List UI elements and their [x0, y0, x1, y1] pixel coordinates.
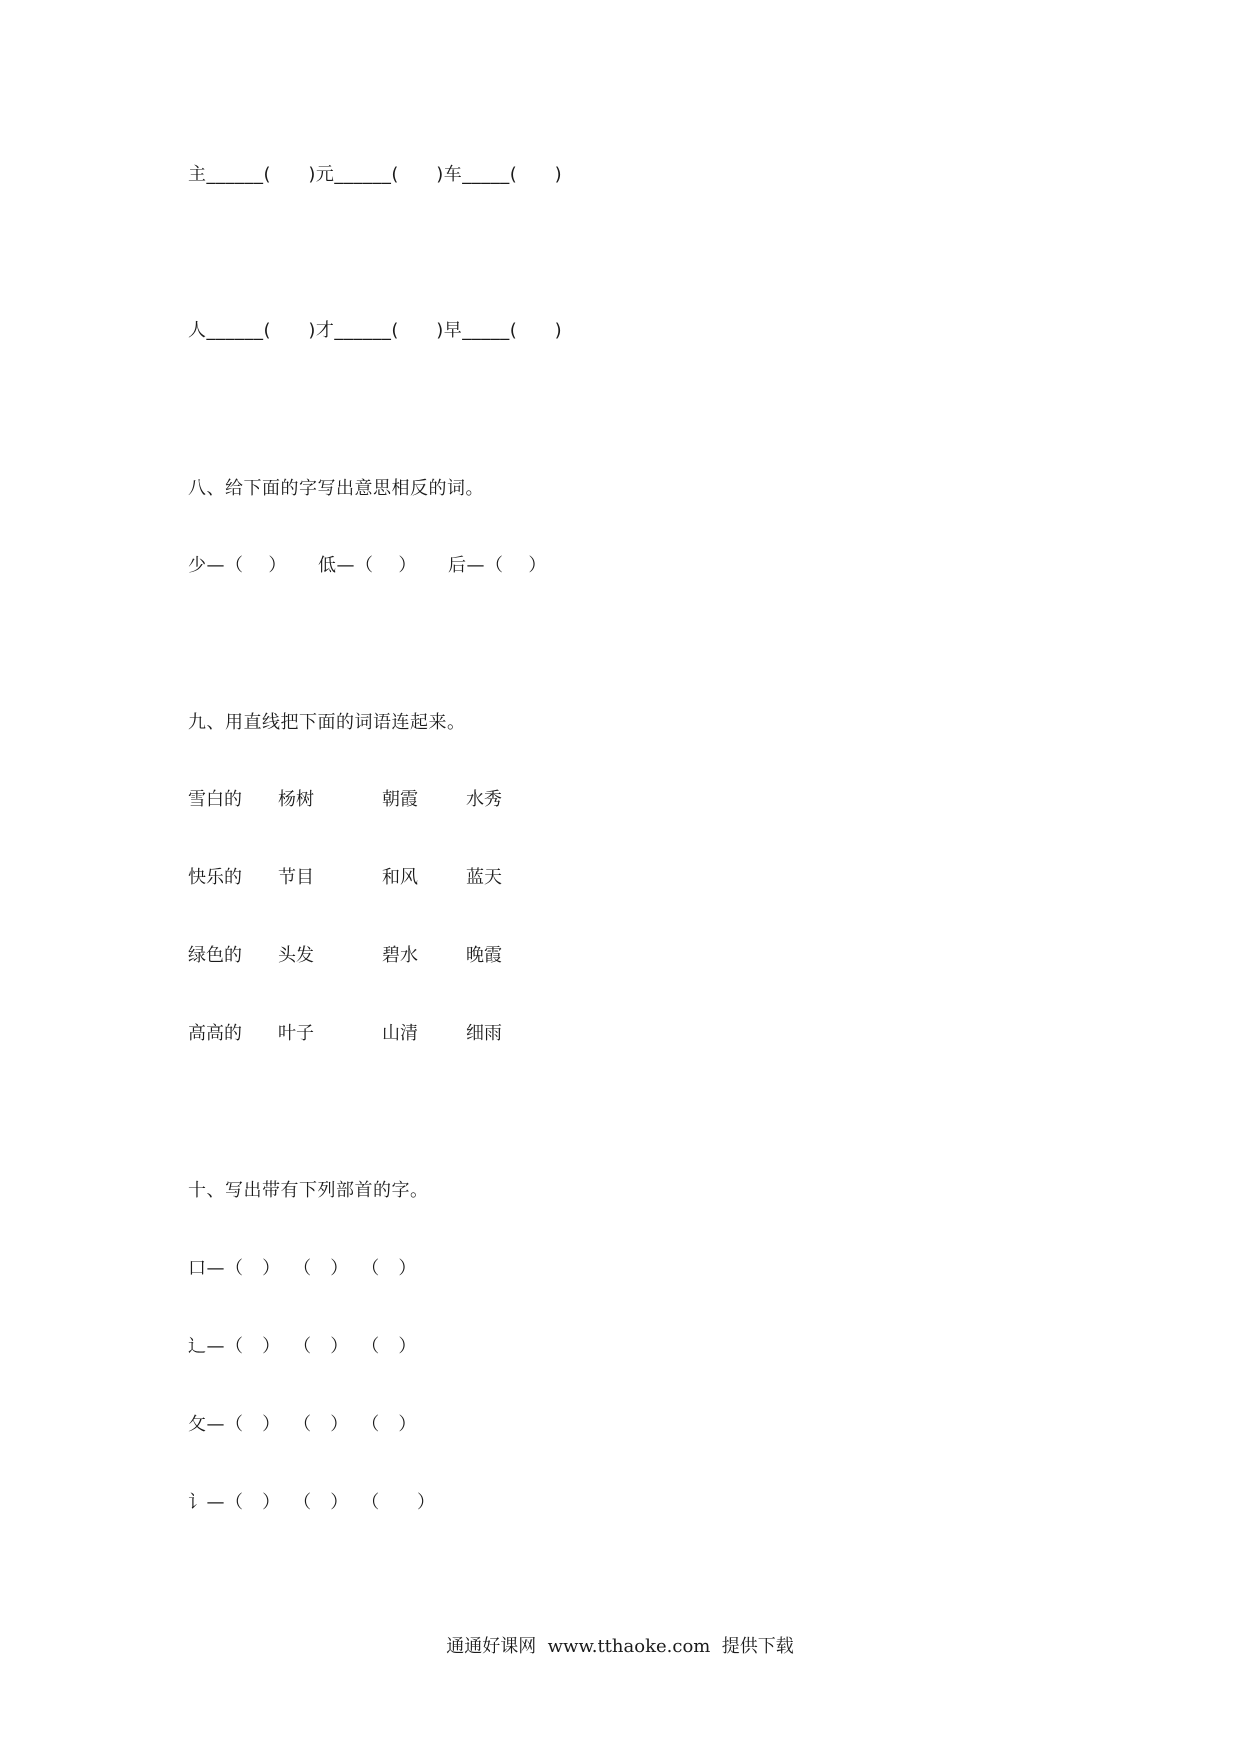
- fill-blank-line-1: 主______( )元______( )车_____( ): [188, 164, 563, 185]
- word-cell: 快乐的: [188, 867, 242, 888]
- section-8-title: 八、给下面的字写出意思相反的词。: [188, 478, 484, 499]
- word-cell: 碧水: [382, 945, 418, 966]
- word-cell: 杨树: [278, 789, 314, 810]
- page-footer: 通通好课网 www.tthaoke.com 提供下载: [446, 1636, 794, 1657]
- word-cell: 山清: [382, 1023, 418, 1044]
- word-cell: 高高的: [188, 1023, 242, 1044]
- word-cell: 叶子: [278, 1023, 314, 1044]
- radical-line: 辶—（ ） （ ） （ ）: [188, 1336, 417, 1357]
- fill-blank-line-2: 人______( )才______( )早_____( ): [188, 320, 563, 341]
- word-cell: 和风: [382, 867, 418, 888]
- section-8-antonym-line: 少—（ ） 低—（ ） 后—（ ）: [188, 555, 547, 576]
- section-10-title: 十、写出带有下列部首的字。: [188, 1180, 429, 1201]
- radical-line: 讠—（ ） （ ） （ ）: [188, 1492, 436, 1513]
- word-cell: 朝霞: [382, 789, 418, 810]
- word-cell: 水秀: [466, 789, 502, 810]
- word-cell: 细雨: [466, 1023, 502, 1044]
- word-cell: 晚霞: [466, 945, 502, 966]
- radical-line: 口—（ ） （ ） （ ）: [188, 1258, 417, 1279]
- word-cell: 绿色的: [188, 945, 242, 966]
- section-9-title: 九、用直线把下面的词语连起来。: [188, 712, 466, 733]
- word-cell: 雪白的: [188, 789, 242, 810]
- word-cell: 蓝天: [466, 867, 502, 888]
- word-cell: 节目: [278, 867, 314, 888]
- radical-line: 攵—（ ） （ ） （ ）: [188, 1414, 417, 1435]
- word-cell: 头发: [278, 945, 314, 966]
